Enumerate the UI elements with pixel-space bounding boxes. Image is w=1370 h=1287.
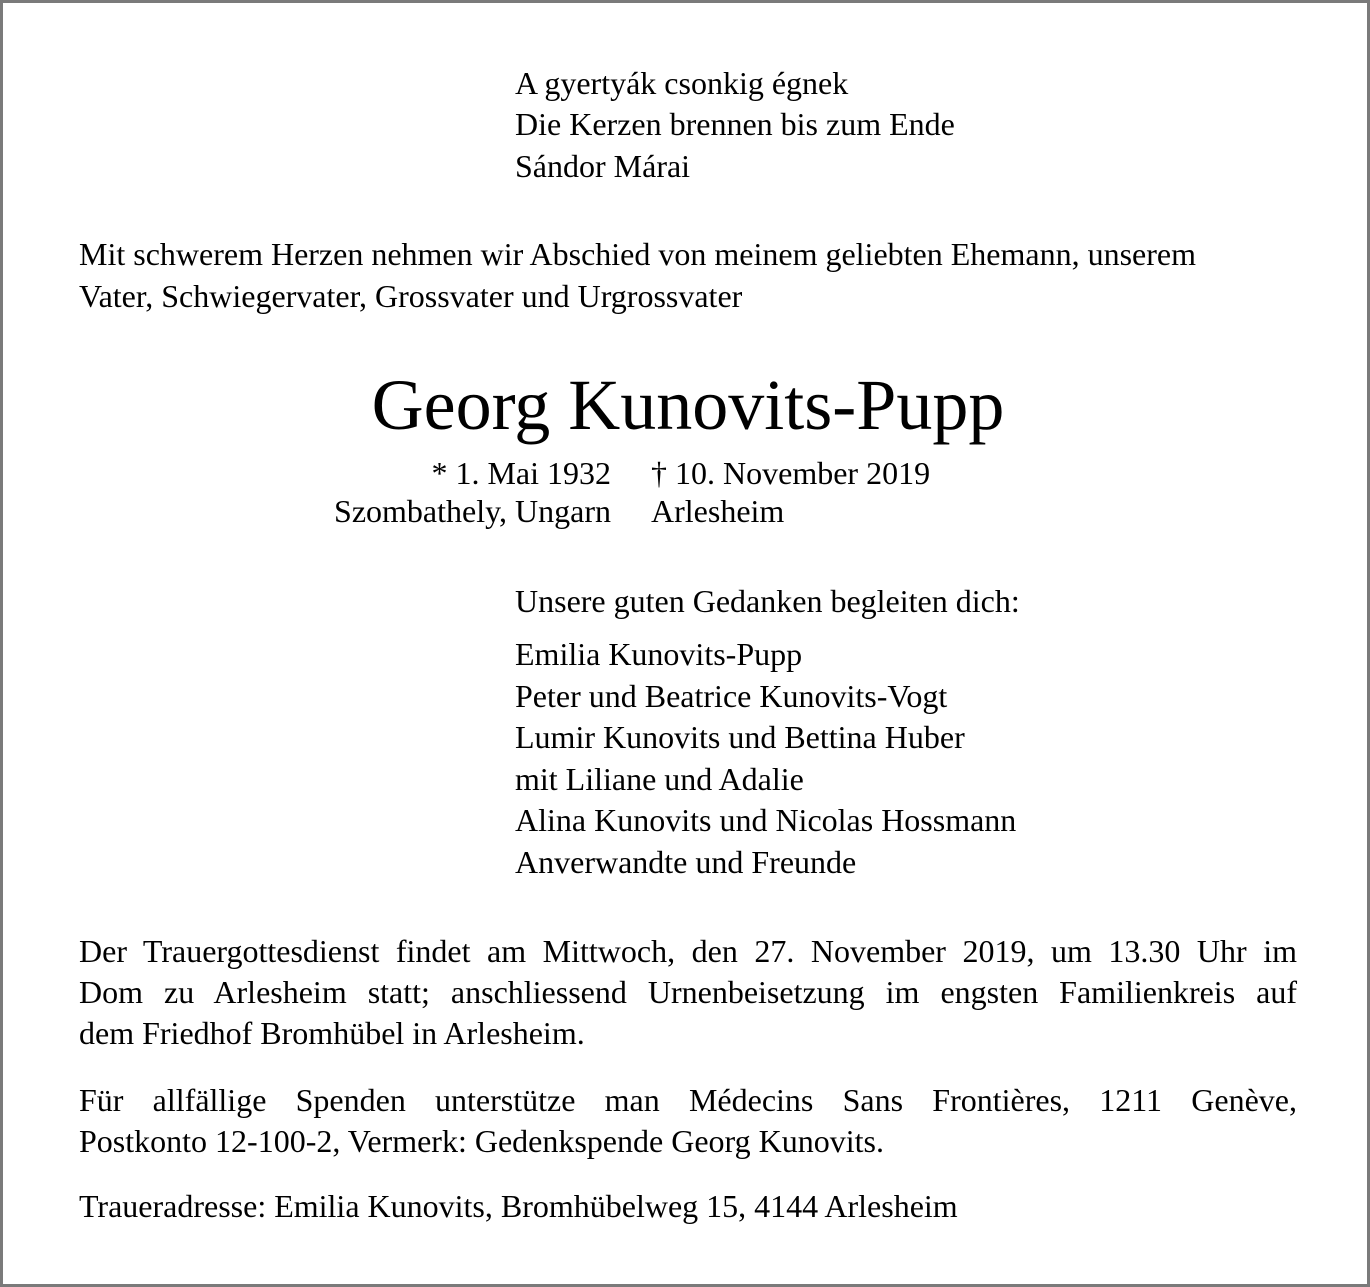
mourners-heading: Unsere guten Gedanken begleiten dich: (515, 583, 1020, 619)
motto-line-german: Die Kerzen brennen bis zum Ende (515, 106, 955, 142)
service-line-3: dem Friedhof Bromhübel in Arlesheim. (79, 1015, 585, 1051)
donations-line-1: Für allfällige Spenden unterstütze man Médecins Sans Frontières, 1211 Genève, (79, 1082, 1297, 1118)
birth-place: Szombathely, Ungarn (334, 493, 611, 529)
motto-line-hungarian: A gyertyák csonkig égnek (515, 65, 849, 101)
death-place: Arlesheim (651, 493, 785, 529)
mourner-name: Peter und Beatrice Kunovits-Vogt (515, 678, 948, 714)
mourner-name: mit Liliane und Adalie (515, 761, 804, 797)
service-line-2: Dom zu Arlesheim statt; anschliessend Urnenbeisetzung im engsten Familienkreis auf (79, 974, 1297, 1010)
mourner-name: Alina Kunovits und Nicolas Hossmann (515, 802, 1017, 838)
mourner-name: Emilia Kunovits-Pupp (515, 636, 803, 672)
service-paragraph (79, 931, 1297, 1054)
intro-line-1: Mit schwerem Herzen nehmen wir Abschied von meinem geliebten Ehemann, unserem (79, 236, 1196, 272)
death-date: † 10. November 2019 (651, 455, 931, 491)
birth-date: * 1. Mai 1932 (431, 455, 611, 491)
donations-paragraph (79, 1080, 1297, 1162)
mourning-address: Traueradresse: Emilia Kunovits, Bromhübelweg 15, 4144 Arlesheim (79, 1188, 958, 1224)
mourner-name: Anverwandte und Freunde (515, 844, 857, 880)
deceased-name: Georg Kunovits-Pupp (371, 365, 1005, 445)
mourner-name: Lumir Kunovits und Bettina Huber (515, 719, 965, 755)
donations-line-2: Postkonto 12-100-2, Vermerk: Gedenkspende Georg Kunovits. (79, 1123, 884, 1159)
service-line-1: Der Trauergottesdienst findet am Mittwoch, den 27. November 2019, um 13.30 Uhr im (79, 933, 1297, 969)
intro-line-2: Vater, Schwiegervater, Grossvater und Urgrossvater (79, 278, 743, 314)
motto-author: Sándor Márai (515, 148, 691, 184)
